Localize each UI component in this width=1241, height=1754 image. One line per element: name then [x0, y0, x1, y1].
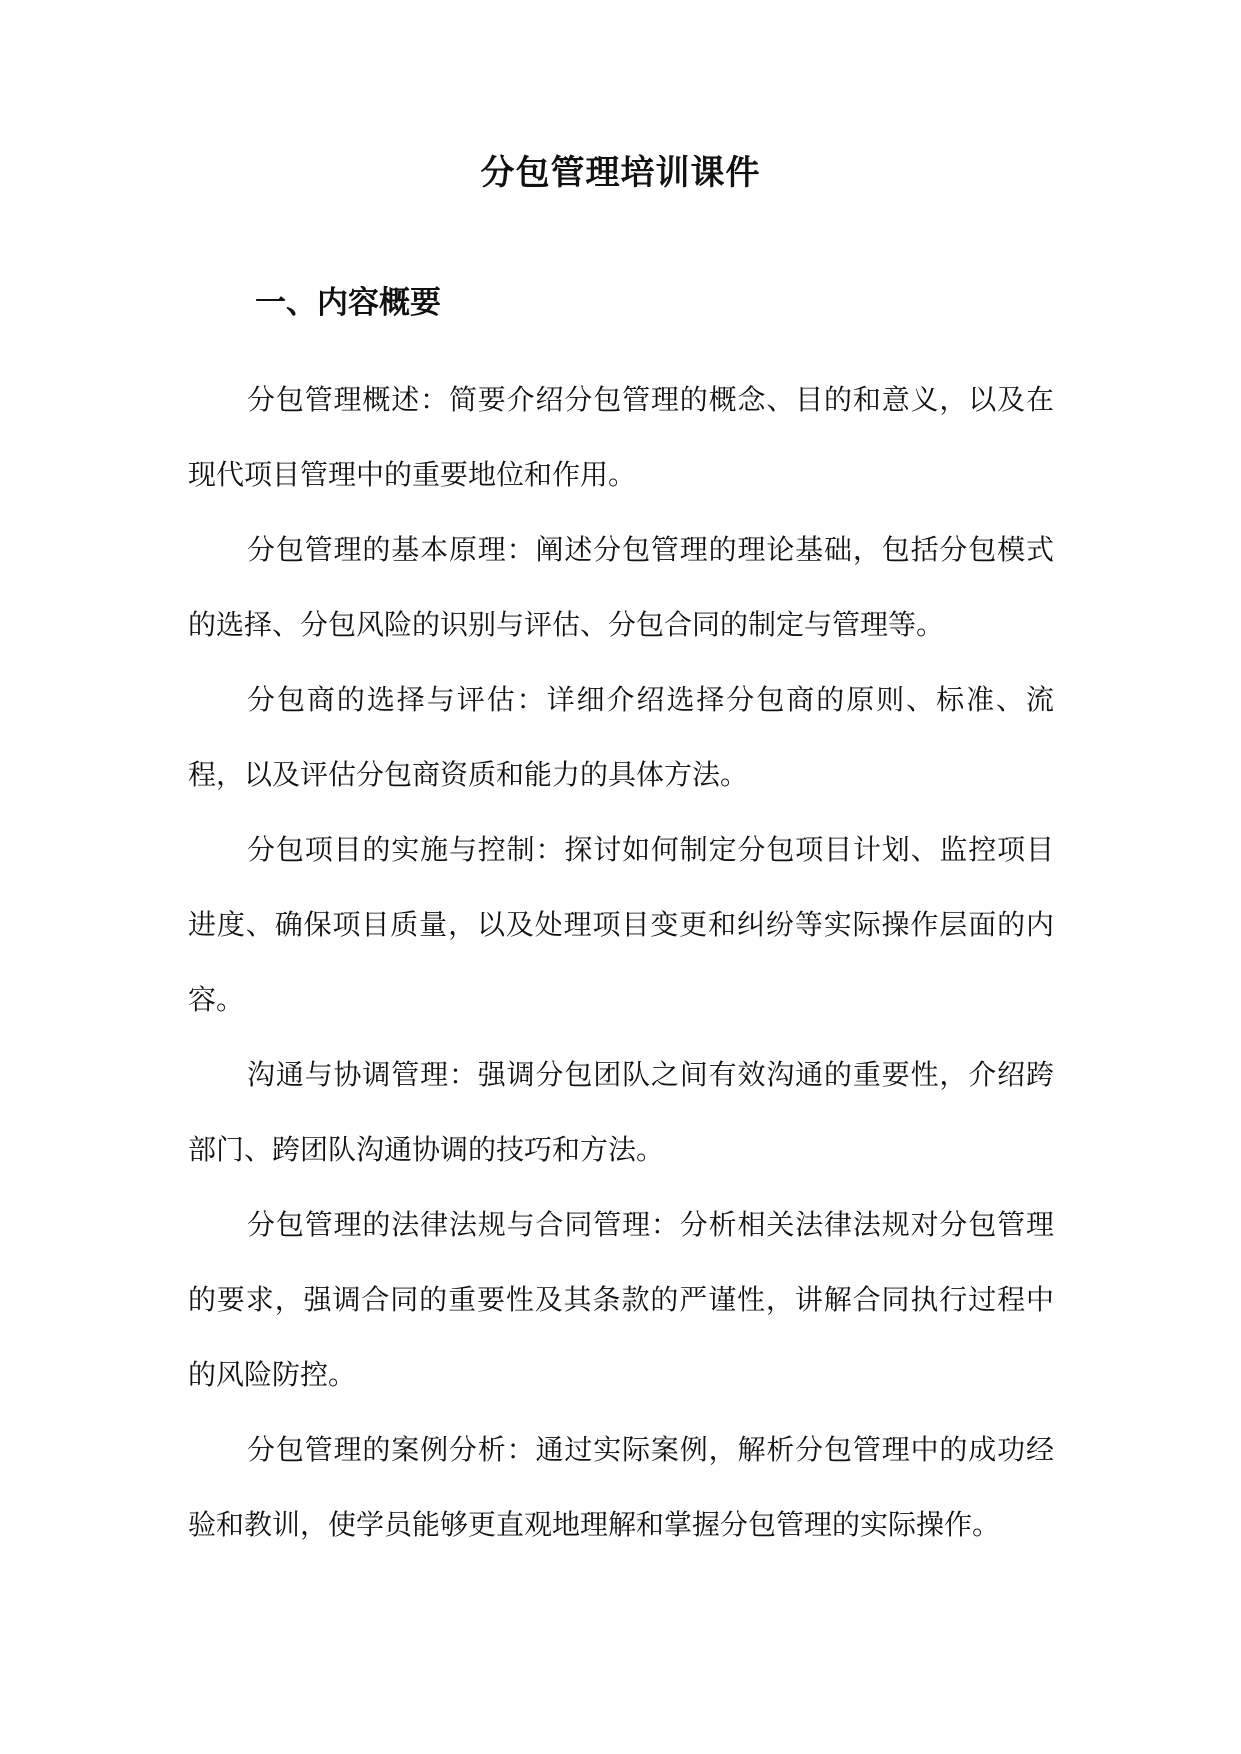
paragraph-legal-contract: 分包管理的法律法规与合同管理：分析相关法律法规对分包管理的要求，强调合同的重要性及其条款的严谨性，讲解合同执行过程中的风险防控。	[188, 1208, 1054, 1391]
paragraph-implementation-control: 分包项目的实施与控制：探讨如何制定分包项目计划、监控项目进度、确保项目质量，以及处理项目变更和纠纷等实际操作层面的内容。	[188, 833, 1054, 1016]
paragraph-case-analysis: 分包管理的案例分析：通过实际案例，解析分包管理中的成功经验和教训，使学员能够更直观地理解和掌握分包管理的实际操作。	[188, 1433, 1054, 1541]
paragraph-subcontractor-selection: 分包商的选择与评估：详细介绍选择分包商的原则、标准、流程，以及评估分包商资质和能力的具体方法。	[188, 683, 1054, 791]
paragraph-principles: 分包管理的基本原理：阐述分包管理的理论基础，包括分包模式的选择、分包风险的识别与评估、分包合同的制定与管理等。	[188, 533, 1054, 641]
document-title: 分包管理培训课件	[480, 153, 761, 193]
document-body	[188, 362, 1054, 1562]
section-heading: 一、内容概要	[255, 285, 441, 321]
paragraph-communication: 沟通与协调管理：强调分包团队之间有效沟通的重要性，介绍跨部门、跨团队沟通协调的技巧和方法。	[188, 1058, 1054, 1166]
paragraph-overview: 分包管理概述：简要介绍分包管理的概念、目的和意义，以及在现代项目管理中的重要地位和作用。	[188, 383, 1054, 491]
